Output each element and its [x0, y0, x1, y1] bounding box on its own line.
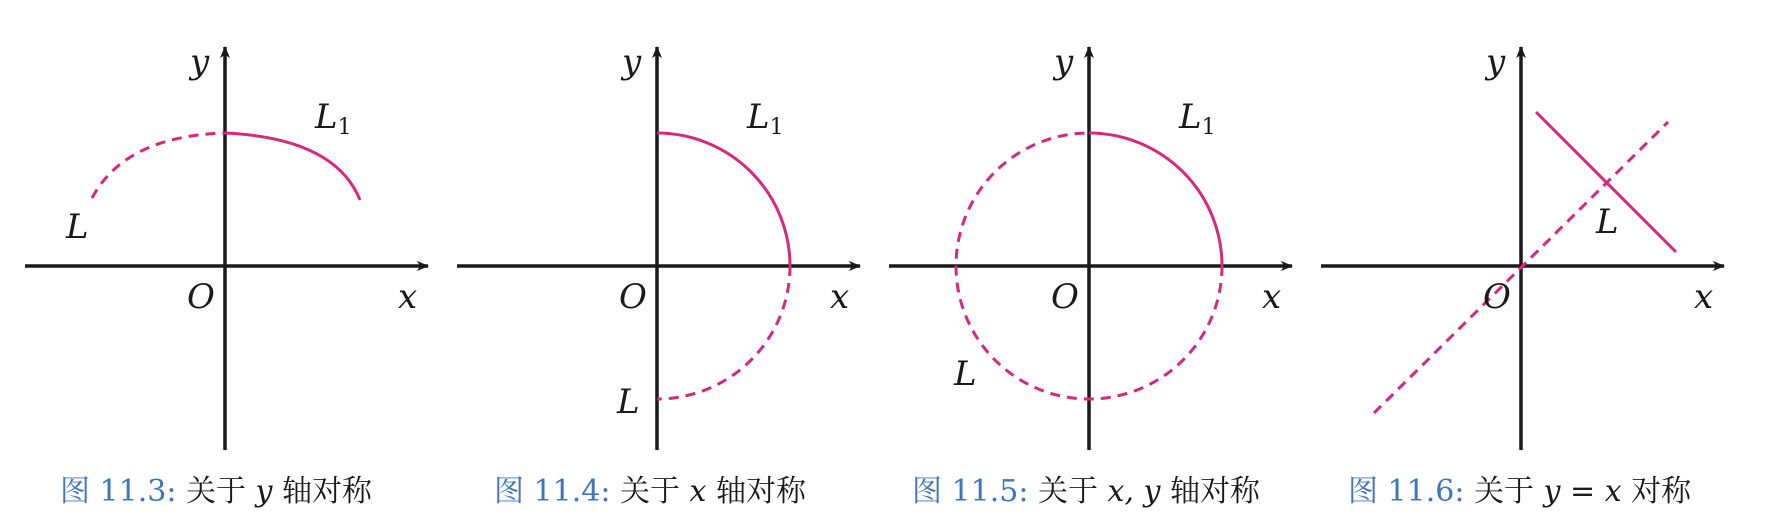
figure-11-5-plot: [864, 0, 1304, 460]
y-axis-label: y: [1054, 42, 1074, 82]
caption-number: 图 11.4:: [494, 474, 611, 509]
origin-label: O: [1483, 277, 1511, 317]
solid-curve-L1: [657, 133, 790, 266]
curve-label-L: L: [1596, 202, 1619, 242]
curve-label-L: L: [617, 382, 640, 422]
solid-curve-L1: [1089, 133, 1222, 266]
origin-label: O: [1051, 277, 1079, 317]
x-axis-label: x: [1694, 277, 1714, 317]
y-axis-label: y: [622, 42, 642, 82]
x-axis-label: x: [1262, 277, 1282, 317]
figure-11-6-plot: [1296, 0, 1736, 460]
y-axis-label: y: [1486, 42, 1506, 82]
solid-curve-L1: [225, 133, 360, 200]
dashed-curve-L: [92, 133, 225, 198]
origin-label: O: [619, 277, 647, 317]
curve-label-L: L: [66, 207, 89, 247]
caption-11-6: 图 11.6: 关于 y = x 对称: [1348, 474, 1692, 509]
figure-11-4-plot: [432, 0, 872, 460]
caption-number: 图 11.5:: [912, 474, 1029, 509]
y-axis-label: y: [190, 42, 210, 82]
curve-label-L: L: [954, 354, 977, 394]
curve-label-L1: $L_1$: [747, 97, 784, 140]
x-axis-label: x: [830, 277, 850, 317]
curve-label-L1: $L_1$: [315, 97, 352, 140]
dashed-curve-L: [657, 266, 790, 399]
caption-11-3: 图 11.3: 关于 y 轴对称: [60, 474, 373, 509]
caption-11-4: 图 11.4: 关于 x 轴对称: [494, 474, 807, 509]
x-axis-label: x: [398, 277, 418, 317]
caption-11-5: 图 11.5: 关于 x, y 轴对称: [912, 474, 1261, 509]
caption-number: 图 11.3:: [60, 474, 177, 509]
caption-number: 图 11.6:: [1348, 474, 1465, 509]
curve-label-L1: $L_1$: [1179, 97, 1216, 140]
origin-label: O: [187, 277, 215, 317]
